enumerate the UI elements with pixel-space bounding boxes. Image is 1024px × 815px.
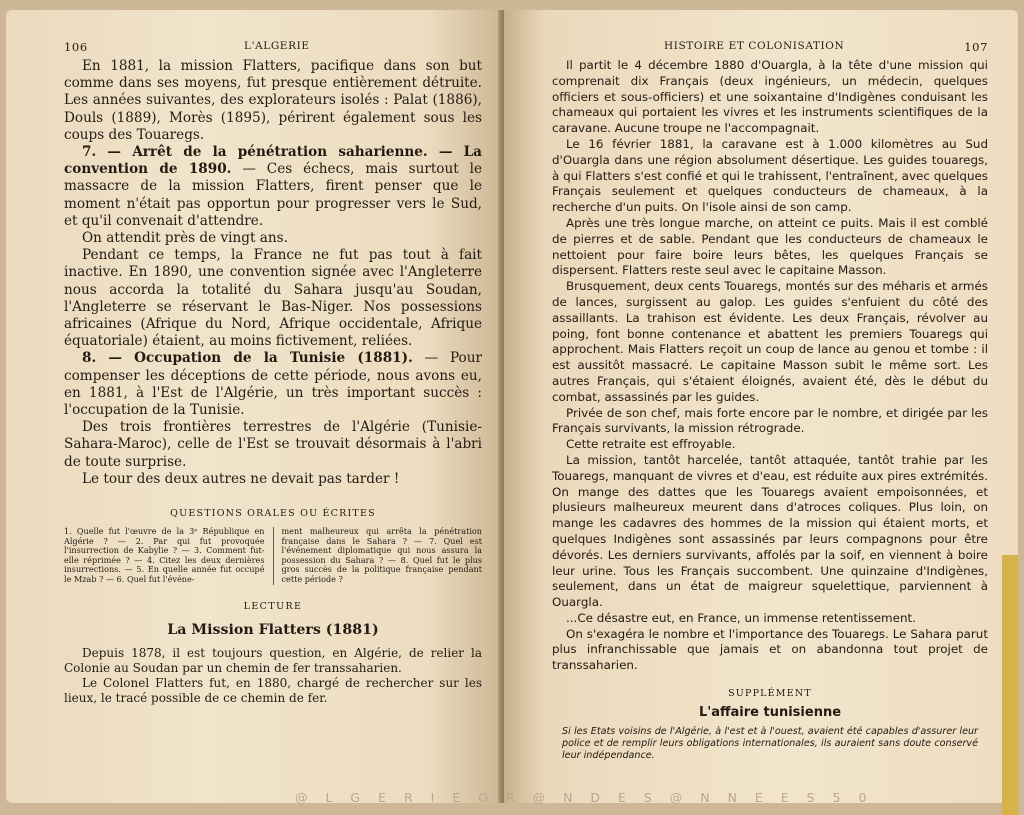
right-page-number: 107 (964, 40, 988, 54)
section-8-heading: 8. — Occupation de la Tunisie (1881). (82, 350, 413, 367)
questions-column-1: 1. Quelle fut l'œuvre de la 3ᵉ République en Algérie ? — 2. Par qui fut provoquée l'insurrection de Kabylie ? — 3. Comment fut-elle réprimée ? — 4. Citez les deux dernières insurrections. — 5. En quelle année fut occupé le Mzab ? — 6. Quel fut l'événe- (64, 526, 265, 585)
watermark: @ L G E R I E O R @ N D E S @ N N E E S 5 0 (295, 790, 874, 805)
questions-column-2: ment malheureux qui arrêta la pénétration française dans le Sahara ? — 7. Quel est l'événement diplomatique qui nous assura la possession du Sahara ? — 8. Quel fut le plus gros succès de la politique française pendant cette période ? (281, 526, 482, 585)
right-running-head (552, 40, 988, 58)
right-page (504, 10, 1018, 803)
mission-reading (64, 646, 482, 706)
lecture-title: LECTURE (243, 600, 303, 612)
left-running-head (64, 40, 482, 58)
right-paragraph: La mission, tantôt harcelée, tantôt attaquée, tantôt trahie par les Touaregs, manquant de vivres et d'eau, est réduite aux pires extrémités. On mange des dattes que les Touaregs avaient empoisonnées, et plusieurs malheureux meurent dans d'atroces coliques. Plus loin, on mange les cadavres des hommes de la mission qui étaient morts, et quelques Indigènes sont assassinés par leurs compagnons pour être dévorés. Les derniers survivants, affolés par la soif, en viennent à boire leur urine. Tous les Français succombent. Une quinzaine d'Indigènes, seulement, dans un état de maigreur squelettique, parviennent à Ouargla. (552, 452, 988, 610)
right-paragraph: Brusquement, deux cents Touaregs, montés sur des méharis et armés de lances, surgissent au galop. Les guides s'enfuient du côté des assaillants. La trahison est évidente. Les deux Français, révolver au poing, font bonne contenance et abattent les premiers Touaregs qui approchent. Mais Flatters reçoit un coup de lance au genou et tombe : il est aussitôt massacré. Le capitaine Masson subit le même sort. Les autres Français, qui s'étaient éloignés, avaient été, dès le début du combat, assassinés par les guides. (552, 279, 988, 404)
right-body-text (552, 58, 988, 674)
right-paragraph: Il partit le 4 décembre 1880 d'Ouargla, à la tête d'une mission qui comprenait dix Français (deux ingénieurs, un médecin, quelques officiers et sous-officiers) et une soixantaine d'Indigènes conduisant les chameaux qui portaient les vivres et les instruments scientifiques de la caravane. Aucune troupe ne l'accompagnait. (552, 58, 988, 136)
right-paragraph: Privée de son chef, mais forte encore par le nombre, et dirigée par les Français survivants, la mission rétrograde. (552, 405, 988, 436)
right-running-title: HISTOIRE ET COLONISATION (664, 40, 845, 52)
questions-divider (273, 527, 274, 585)
paragraph-meanwhile: Pendant ce temps, la France ne fut pas tout à fait inactive. En 1890, une convention signée avec l'Angleterre nous accorda la totalité du Sahara jusqu'au Soudan, l'Angleterre se réservant le Bas-Niger. Nos possessions africaines (Afrique du Nord, Afrique occidentale, Afrique équatoriale) étaient, au moins fictivement, reliées. (64, 247, 482, 350)
right-paragraph: ...Ce désastre eut, en France, un immense retentissement. (566, 610, 916, 625)
paragraph-next: Le tour des deux autres ne devait pas tarder ! (82, 470, 400, 487)
mission-paragraph-1: Depuis 1878, il est toujours question, en Algérie, de relier la Colonie au Soudan par un chemin de fer transsaharien. (64, 645, 482, 675)
right-paragraph: On s'exagéra le nombre et l'importance des Touaregs. Le Sahara parut plus infranchissable que jamais et on abandonna tout projet de transsaharien. (552, 626, 988, 673)
right-paragraph: Cette retraite est effroyable. (566, 437, 736, 452)
questions-title: QUESTIONS ORALES OU ÉCRITES (170, 508, 376, 520)
intro-paragraph: En 1881, la mission Flatters, pacifique dans son but comme dans ses moyens, fut presque entièrement détruite. Les années suivantes, des explorateurs isolés : Palat (1886), Douls (1889), Morès (1895), périrent également sous les coups des Touaregs. (64, 58, 482, 143)
page-edge-tab (1002, 555, 1018, 815)
section-7-heading: 7. — Arrêt de la pénétration saharienne. — La convention de 1890. (64, 144, 482, 178)
left-running-title: L'ALGERIE (244, 40, 310, 52)
mission-title: La Mission Flatters (1881) (167, 621, 379, 638)
left-body-text (64, 58, 482, 488)
paragraph-wait: On attendit près de vingt ans. (82, 230, 288, 247)
questions-columns (64, 527, 482, 585)
section-8 (64, 350, 482, 419)
right-paragraph: Après une très longue marche, on atteint ce puits. Mais il est comblé de pierres et de sable. Pendant que les conducteurs de chameaux le nettoient pour faire boire leurs bêtes, les quelques Français se dispersent. Flatters reste seul avec le capitaine Masson. (552, 215, 988, 278)
right-paragraph: Le 16 février 1881, la caravane est à 1.000 kilomètres au Sud d'Ouargla dans une région absolument désertique. Les guides touaregs, à qui Flatters s'est confié et qui le trahissent, l'entraînent, avec quelques Français seulement et quelques conducteurs de chameaux, à la recherche d'un puits. On l'isole ainsi de son camp. (552, 136, 988, 215)
supplement-title: SUPPLÉMENT (728, 688, 812, 700)
affaire-text: Si les Etats voisins de l'Algérie, à l'est et à l'ouest, avaient été capables d'assurer leur police et de remplir leurs obligations internationales, ils auraient sans doute conservé leur indépendance. (562, 726, 978, 761)
section-7 (64, 144, 482, 230)
left-page (6, 10, 502, 803)
affaire-title: L'affaire tunisienne (698, 705, 842, 721)
section-8-text: — Pour compenser les déceptions de cette période, nous avons eu, en 1881, à l'Est de l'Algérie, un très important succès : l'occupation de la Tunisie. (64, 350, 482, 419)
paragraph-frontiers: Des trois frontières terrestres de l'Algérie (Tunisie-Sahara-Maroc), celle de l'Est se trouvait désormais à l'abri de toute surprise. (64, 419, 482, 470)
left-page-number: 106 (64, 40, 88, 54)
mission-paragraph-2: Le Colonel Flatters fut, en 1880, chargé de rechercher sur les lieux, le tracé possible de ce chemin de fer. (64, 675, 482, 705)
section-7-text: — Ces échecs, mais surtout le massacre de la mission Flatters, firent penser que le moment n'était pas opportun pour progresser vers le Sud, et qu'il convenait d'attendre. (64, 161, 482, 229)
